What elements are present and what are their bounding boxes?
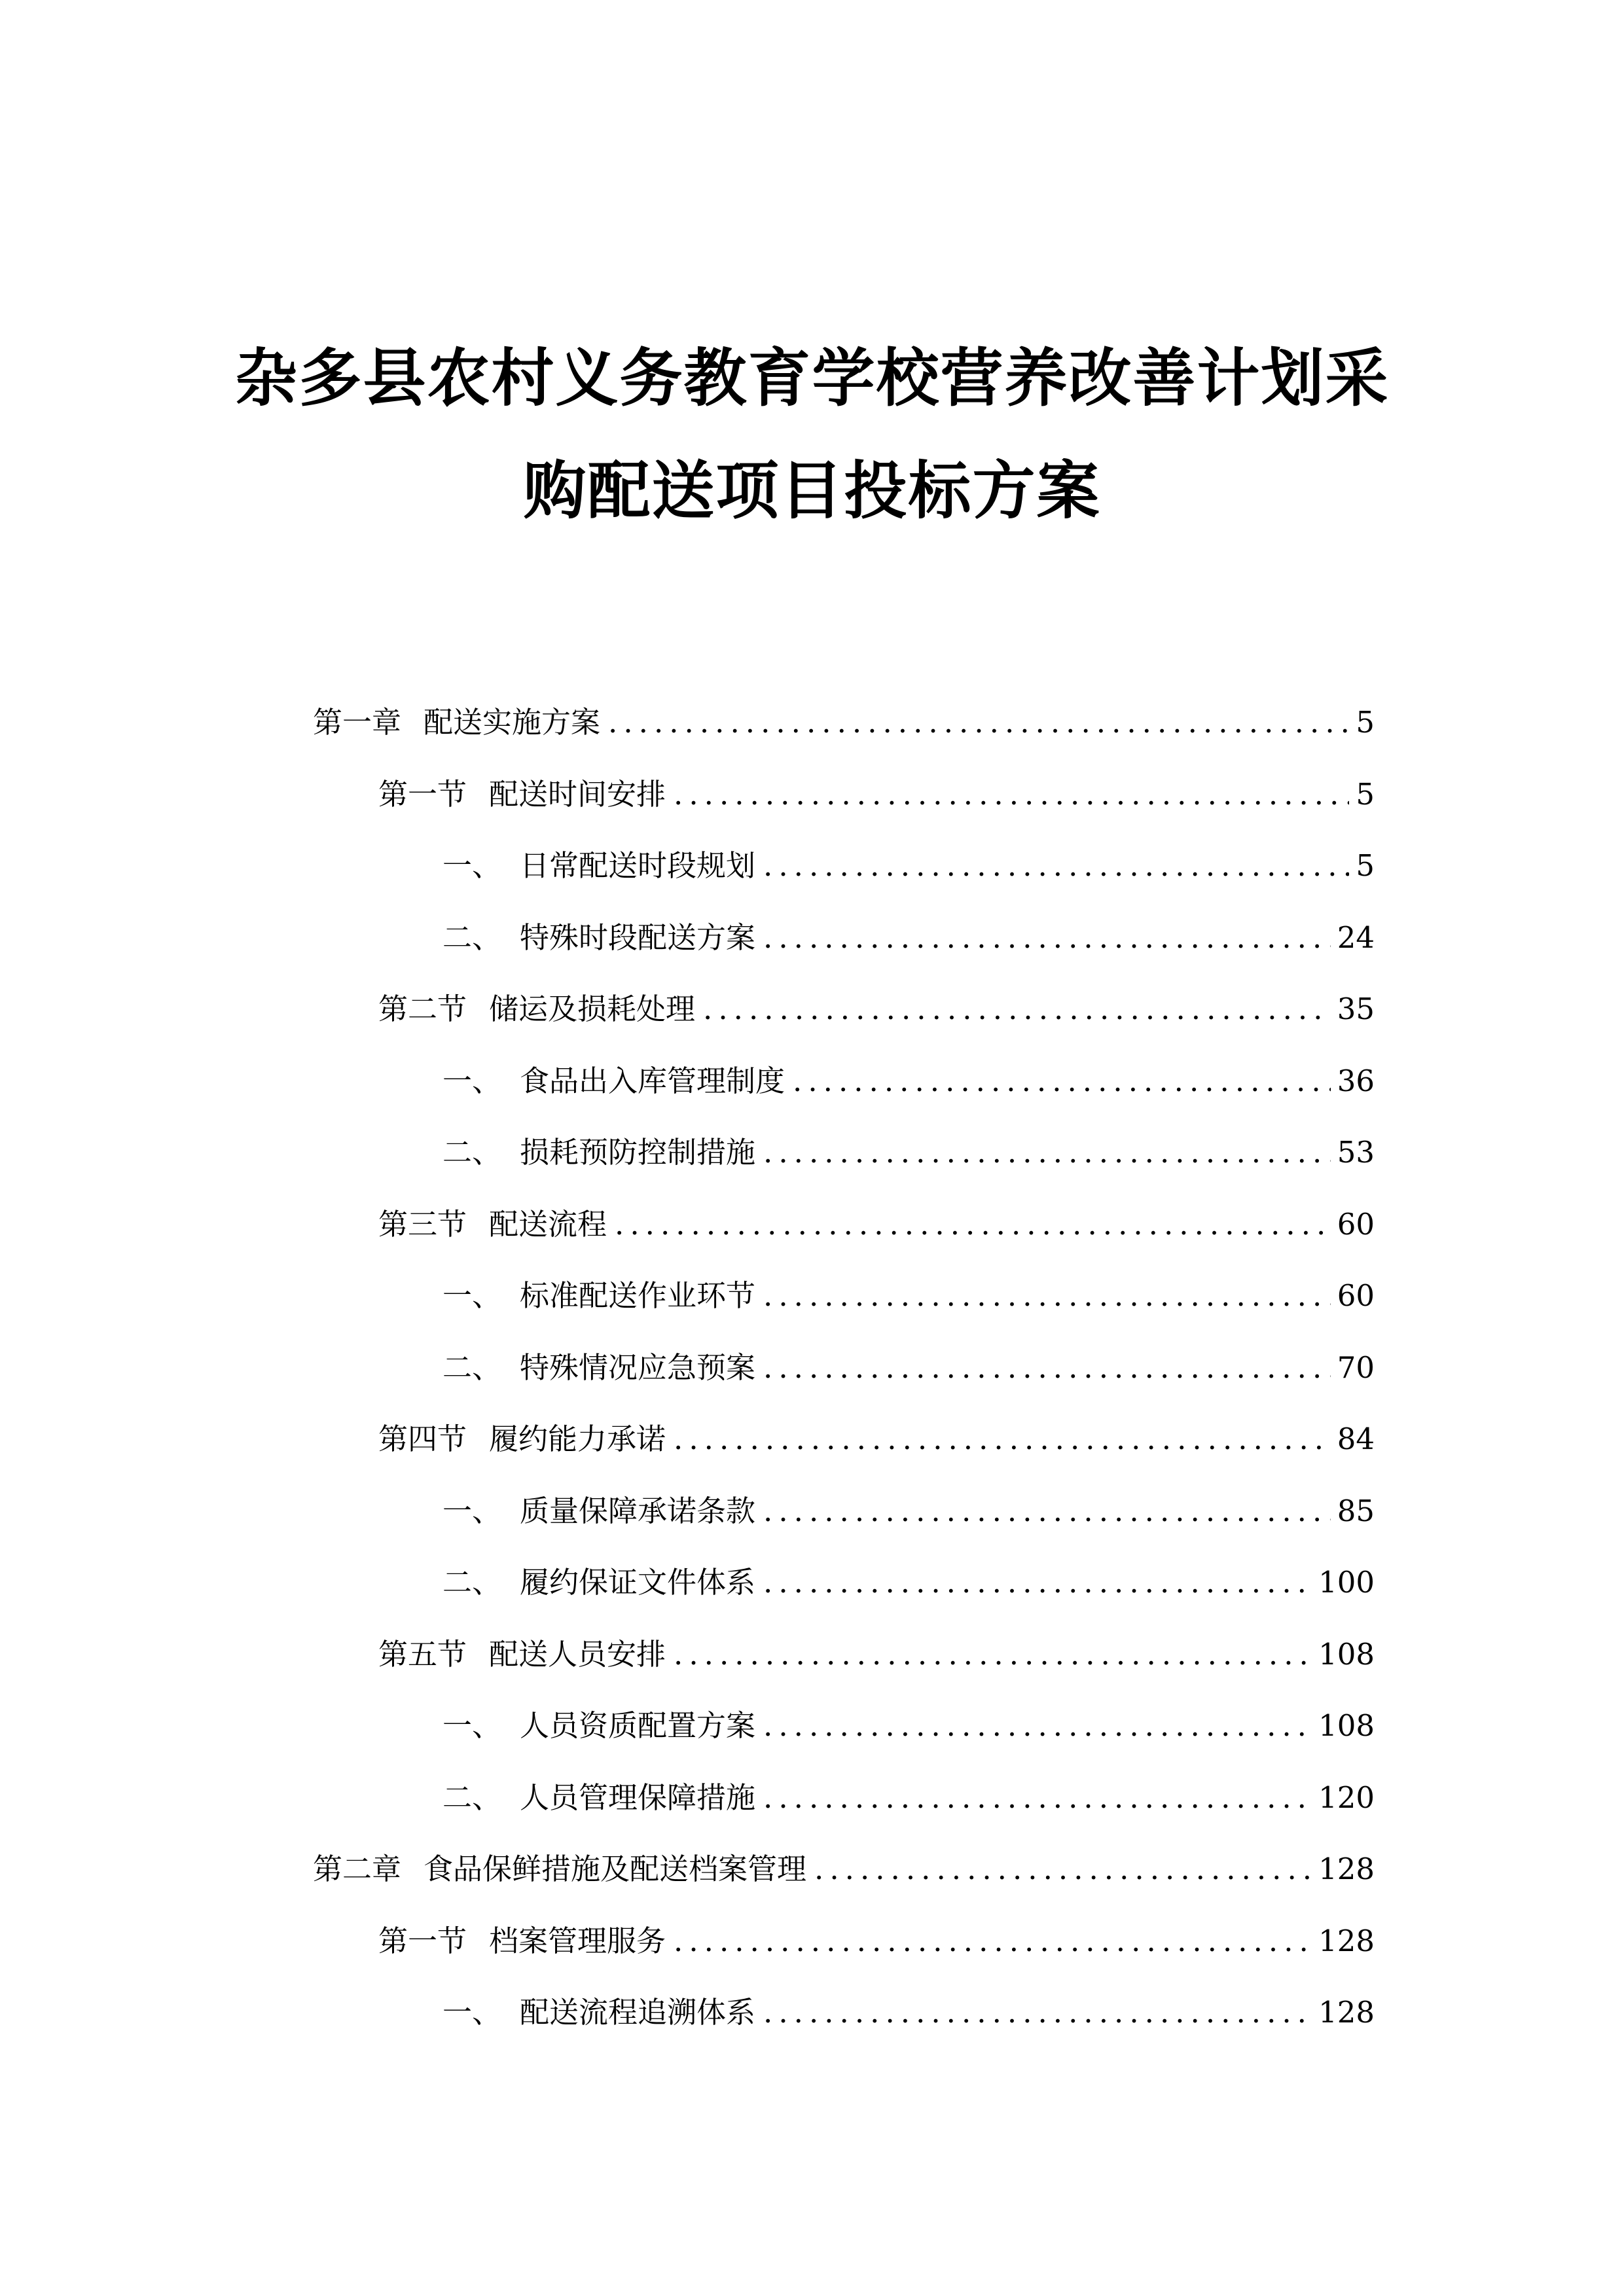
toc-page-number: 53: [1337, 1135, 1375, 1170]
toc-entry-prefix: 第二节: [378, 992, 467, 1026]
toc-entry[interactable]: [442, 1700, 1375, 1752]
toc-entry[interactable]: [378, 1413, 1375, 1465]
toc-entry-prefix: 一、: [442, 1278, 502, 1313]
toc-page-number: 5: [1356, 848, 1375, 883]
toc-dot-leader: [763, 1556, 1312, 1609]
toc-page-number: 36: [1337, 1064, 1375, 1098]
toc-entry-title: 人员管理保障措施: [520, 1780, 756, 1815]
toc-entry[interactable]: [442, 1126, 1375, 1179]
toc-dot-leader: [674, 1628, 1312, 1681]
toc-entry[interactable]: [442, 1986, 1375, 2039]
toc-entry[interactable]: [313, 696, 1375, 749]
toc-entry-title: 损耗预防控制措施: [520, 1135, 756, 1170]
document-title-line-1: 杂多县农村义务教育学校营养改善计划采: [234, 342, 1390, 415]
toc-entry-prefix: 一、: [442, 1708, 502, 1743]
toc-page-number: 5: [1356, 705, 1375, 740]
toc-entry-prefix: 一、: [442, 1064, 502, 1098]
toc-entry-prefix: 第一节: [378, 1924, 467, 1958]
toc-entry-prefix: 第二章: [313, 1852, 402, 1886]
toc-entry-prefix: 第一章: [313, 705, 402, 740]
toc-entry-prefix: 第五节: [378, 1637, 467, 1672]
toc-page-number: 128: [1318, 1924, 1375, 1958]
toc-page-number: 35: [1337, 992, 1375, 1026]
toc-entry-prefix: 第一节: [378, 777, 467, 812]
toc-entry-title: 特殊时段配送方案: [520, 920, 756, 955]
toc-entry-title: 配送实施方案: [424, 705, 601, 740]
toc-dot-leader: [674, 1915, 1312, 1967]
toc-entry[interactable]: [313, 1843, 1375, 1895]
toc-entry-title: 质量保障承诺条款: [520, 1494, 756, 1528]
toc-entry-title: 食品保鲜措施及配送档案管理: [424, 1852, 807, 1886]
toc-entry[interactable]: [442, 912, 1375, 964]
toc-page-number: 100: [1318, 1565, 1375, 1600]
toc-dot-leader: [608, 696, 1349, 749]
toc-entry-title: 人员资质配置方案: [520, 1708, 756, 1743]
toc-entry[interactable]: [442, 1485, 1375, 1537]
toc-dot-leader: [763, 840, 1349, 892]
toc-page-number: 128: [1318, 1995, 1375, 2030]
toc-page-number: 60: [1337, 1278, 1375, 1313]
toc-dot-leader: [763, 1342, 1331, 1394]
toc-entry[interactable]: [378, 1198, 1375, 1251]
toc-entry-prefix: 二、: [442, 1565, 502, 1600]
toc-page-number: 108: [1318, 1708, 1375, 1743]
toc-entry-title: 食品出入库管理制度: [520, 1064, 785, 1098]
toc-dot-leader: [763, 912, 1331, 964]
toc-dot-leader: [763, 1986, 1312, 2039]
toc-entry-prefix: 第四节: [378, 1422, 467, 1456]
toc-entry-prefix: 一、: [442, 1494, 502, 1528]
toc-entry[interactable]: [378, 1915, 1375, 1967]
toc-entry-prefix: 第三节: [378, 1207, 467, 1242]
toc-entry[interactable]: [442, 1556, 1375, 1609]
toc-entry[interactable]: [378, 983, 1375, 1035]
toc-dot-leader: [763, 1126, 1331, 1179]
toc-entry-title: 履约保证文件体系: [520, 1565, 756, 1600]
toc-entry-prefix: 二、: [442, 920, 502, 955]
toc-entry-title: 配送人员安排: [489, 1637, 666, 1672]
toc-entry[interactable]: [442, 840, 1375, 892]
document-title-line-2: 购配送项目投标方案: [523, 454, 1101, 528]
toc-entry-title: 配送时间安排: [489, 777, 666, 812]
toc-entry[interactable]: [442, 1772, 1375, 1824]
toc-page-number: 120: [1318, 1780, 1375, 1815]
toc-page-number: 60: [1337, 1207, 1375, 1242]
toc-entry[interactable]: [378, 1628, 1375, 1681]
toc-page-number: 5: [1356, 777, 1375, 812]
toc-dot-leader: [763, 1772, 1312, 1824]
toc-entry-title: 日常配送时段规划: [520, 848, 756, 883]
toc-page-number: 108: [1318, 1637, 1375, 1672]
toc-entry[interactable]: [442, 1055, 1375, 1107]
toc-dot-leader: [703, 983, 1331, 1035]
toc-entry-title: 标准配送作业环节: [520, 1278, 756, 1313]
toc-dot-leader: [674, 768, 1349, 821]
toc-dot-leader: [793, 1055, 1331, 1107]
toc-entry-prefix: 二、: [442, 1780, 502, 1815]
toc-entry[interactable]: [442, 1342, 1375, 1394]
toc-page-number: 70: [1337, 1350, 1375, 1385]
toc-dot-leader: [763, 1700, 1312, 1752]
toc-page-number: 84: [1337, 1422, 1375, 1456]
toc-entry-prefix: 一、: [442, 848, 502, 883]
toc-entry-title: 档案管理服务: [489, 1924, 666, 1958]
toc-entry-title: 配送流程: [489, 1207, 607, 1242]
toc-dot-leader: [674, 1413, 1331, 1465]
toc-entry[interactable]: [378, 768, 1375, 821]
toc-entry-title: 特殊情况应急预案: [520, 1350, 756, 1385]
toc-dot-leader: [763, 1485, 1331, 1537]
toc-dot-leader: [763, 1270, 1331, 1322]
toc-dot-leader: [814, 1843, 1312, 1895]
toc-entry-prefix: 二、: [442, 1350, 502, 1385]
toc-page-number: 24: [1337, 920, 1375, 955]
toc-entry-title: 储运及损耗处理: [489, 992, 696, 1026]
toc-entry[interactable]: [442, 1270, 1375, 1322]
toc-page-number: 85: [1337, 1494, 1375, 1528]
toc-entry-prefix: 一、: [442, 1995, 502, 2030]
toc-entry-prefix: 二、: [442, 1135, 502, 1170]
toc-entry-title: 配送流程追溯体系: [520, 1995, 756, 2030]
toc-entry-title: 履约能力承诺: [489, 1422, 666, 1456]
toc-page-number: 128: [1318, 1852, 1375, 1886]
toc-dot-leader: [615, 1198, 1331, 1251]
